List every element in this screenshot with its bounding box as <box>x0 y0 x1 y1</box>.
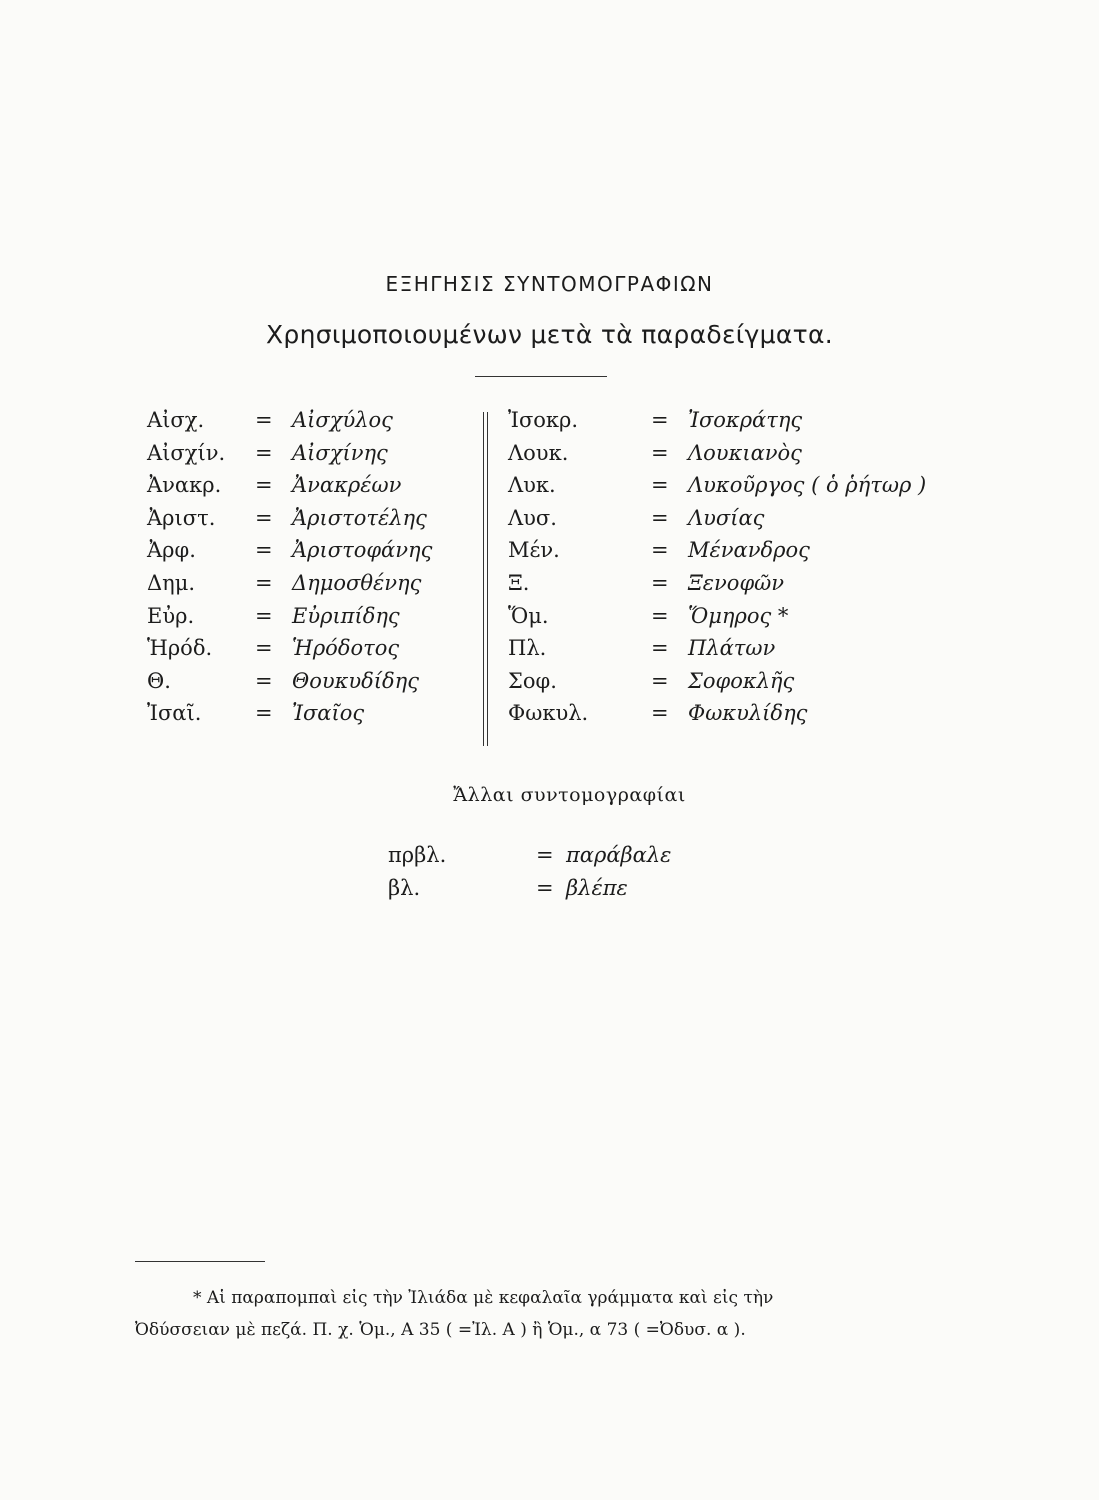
full-name: βλέπε <box>566 875 628 900</box>
equals-sign: = <box>255 668 273 693</box>
column-divider <box>487 412 488 746</box>
abbreviation: Ἡρόδ. <box>147 636 213 661</box>
full-name: Αἰσχίνης <box>292 440 388 465</box>
equals-sign: = <box>255 570 273 595</box>
abbreviation-row <box>508 441 968 474</box>
equals-sign: = <box>651 668 669 693</box>
full-name: Ἰσοκράτης <box>688 408 803 432</box>
abbreviation: Λουκ. <box>508 440 569 465</box>
abbreviation: Αἰσχ. <box>147 408 205 432</box>
column-divider <box>483 412 484 746</box>
other-abbreviations-heading: Ἄλλαι συντομογραφίαι <box>453 784 686 806</box>
page-subtitle: Χρησιμοποιουμένων μετὰ τὰ παραδείγματα. <box>265 320 834 349</box>
abbreviation: Ὅμ. <box>508 603 549 628</box>
equals-sign: = <box>536 843 554 867</box>
abbreviation-row <box>147 701 477 734</box>
abbreviation: Εὐρ. <box>147 603 195 628</box>
abbreviation-row <box>508 538 968 571</box>
abbreviation-row <box>147 538 477 571</box>
abbreviation-row <box>147 441 477 474</box>
equals-sign: = <box>651 570 669 595</box>
equals-sign: = <box>255 603 273 628</box>
full-name: Θουκυδίδης <box>292 668 420 693</box>
footnote-line: Ὀδύσσειαν μὲ πεζά. Π. χ. Ὁμ., Α 35 ( =Ἰλ. Α ) ἢ Ὁμ., α 73 ( =Ὀδυσ. α ). <box>135 1320 746 1340</box>
full-name: Μένανδρος <box>688 538 810 563</box>
full-name: παράβαλε <box>566 843 672 867</box>
abbreviation-row <box>508 604 968 637</box>
equals-sign: = <box>536 875 554 900</box>
abbreviation: Ἀρφ. <box>147 538 196 563</box>
full-name: Δημοσθένης <box>292 570 422 595</box>
equals-sign: = <box>651 636 669 661</box>
equals-sign: = <box>255 636 273 661</box>
full-name: Πλάτων <box>688 636 776 661</box>
abbreviation-row <box>508 636 968 669</box>
abbreviation: Λυκ. <box>508 473 556 498</box>
equals-sign: = <box>651 538 669 563</box>
footnote-line: * Αἱ παραπομπαὶ εἰς τὴν Ἰλιάδα μὲ κεφαλαῖα γράμματα καὶ εἰς τὴν <box>193 1288 774 1308</box>
abbreviation-row <box>508 408 968 441</box>
equals-sign: = <box>651 440 669 465</box>
abbreviation-row <box>147 669 477 702</box>
footnote-divider <box>135 1261 265 1262</box>
full-name: Ἀνακρέων <box>292 473 402 498</box>
full-name: Ἰσαῖος <box>292 701 365 726</box>
equals-sign: = <box>651 408 669 432</box>
full-name: Ὅμηρος * <box>688 603 789 628</box>
abbreviation: Φωκυλ. <box>508 701 589 726</box>
abbreviation: Λυσ. <box>508 505 557 530</box>
abbreviation-column-right <box>508 408 968 734</box>
abbreviation-row <box>147 408 477 441</box>
full-name: Αἰσχύλος <box>292 408 393 432</box>
abbreviation-row <box>147 636 477 669</box>
abbreviation-row <box>147 571 477 604</box>
equals-sign: = <box>255 701 273 726</box>
abbreviation-row <box>388 876 708 909</box>
equals-sign: = <box>651 505 669 530</box>
equals-sign: = <box>255 473 273 498</box>
footnote <box>135 1282 965 1346</box>
full-name: Ἀριστοφάνης <box>292 538 433 563</box>
equals-sign: = <box>255 408 273 432</box>
abbreviation-row <box>388 843 708 876</box>
equals-sign: = <box>651 473 669 498</box>
page-title: ΕΞΗΓΗΣΙΣ ΣΥΝΤΟΜΟΓΡΑΦΙΩΝ <box>385 272 714 296</box>
equals-sign: = <box>255 505 273 530</box>
abbreviation: Ἀριστ. <box>147 505 216 530</box>
equals-sign: = <box>651 701 669 726</box>
abbreviation: Ἰσαῖ. <box>147 701 202 726</box>
abbreviation: Θ. <box>147 668 171 693</box>
abbreviation-row <box>508 669 968 702</box>
abbreviation-row <box>508 506 968 539</box>
abbreviation: Δημ. <box>147 570 196 595</box>
equals-sign: = <box>651 603 669 628</box>
full-name: Φωκυλίδης <box>688 701 808 726</box>
full-name: Ξενοφῶν <box>688 570 785 595</box>
full-name: Ἡρόδοτος <box>292 636 400 661</box>
full-name: Λυσίας <box>688 505 765 530</box>
full-name: Εὐριπίδης <box>292 603 400 628</box>
abbreviation: Ἀνακρ. <box>147 473 222 498</box>
abbreviation: πρβλ. <box>388 843 447 867</box>
title-divider <box>475 376 607 377</box>
abbreviation-row <box>508 473 968 506</box>
full-name: Σοφοκλῆς <box>688 668 795 693</box>
abbreviation: Ἰσοκρ. <box>508 408 579 432</box>
abbreviation: Αἰσχίν. <box>147 440 226 465</box>
abbreviation: βλ. <box>388 875 421 900</box>
full-name: Λυκοῦργος ( ὁ ῥήτωρ ) <box>688 473 927 498</box>
abbreviation: Μέν. <box>508 538 560 563</box>
abbreviation: Πλ. <box>508 636 547 661</box>
abbreviation-row <box>147 604 477 637</box>
abbreviation-row <box>508 701 968 734</box>
full-name: Λουκιανὸς <box>688 440 802 465</box>
abbreviation-row <box>508 571 968 604</box>
equals-sign: = <box>255 440 273 465</box>
abbreviation-row <box>147 473 477 506</box>
abbreviation-row <box>147 506 477 539</box>
full-name: Ἀριστοτέλης <box>292 505 427 530</box>
equals-sign: = <box>255 538 273 563</box>
abbreviation-column-left <box>147 408 477 734</box>
abbreviation: Σοφ. <box>508 668 557 693</box>
other-abbreviations <box>388 843 708 908</box>
abbreviation: Ξ. <box>508 570 530 595</box>
